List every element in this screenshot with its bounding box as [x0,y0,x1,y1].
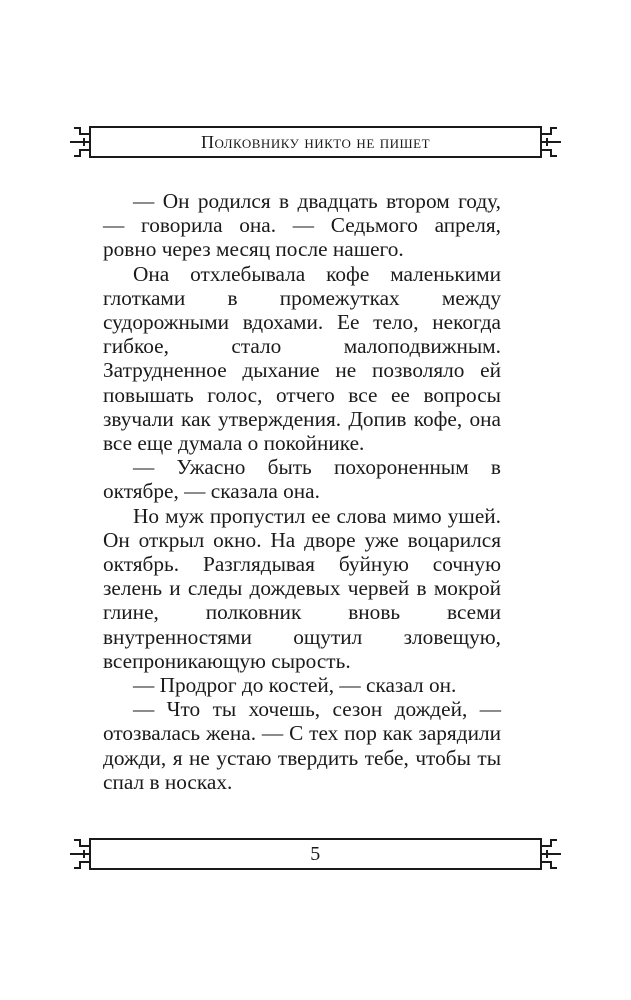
page-footer [70,836,561,872]
paragraph-6: — Что ты хочешь, сезон дождей, — отозвалась жена. — С тех пор как зарядили дожди, я не устаю твердить тебе, чтобы ты спал в носках. [103,697,501,794]
paragraph-5: — Продрог до костей, — сказал он. [133,673,457,698]
running-header [70,124,561,160]
paragraph-2: Она отхлебывала кофе маленькими глотками в промежутках между судорожными вдохами. Ее тело, некогда гибкое, стало малоподвижным. Затрудненное дыхание не позволяло ей повышать голос, отчего все ее вопросы звучали как утверждения. Допив кофе, она все еще думала о покойнике. [103,261,501,456]
paragraph-3: — Ужасно быть похороненным в октябре, — сказала она. [103,455,501,504]
paragraph-4: Но муж пропустил ее слова мимо ушей. Он открыл окно. На дворе уже воцарился октябрь. Разглядывая буйную сочную зелень и следы дождевых червей в мокрой глине, полковник вновь всеми внутренностями ощутил зловещую, всепроникающую сырость. [103,503,501,673]
page-number: 5 [310,843,321,865]
running-title: Полковнику никто не пишет [200,132,431,152]
paragraph-1: — Он родился в двадцать втором году, — говорила она. — Седьмого апреля, ровно через месяц после нашего. [103,189,501,262]
page-body-text [103,189,501,794]
